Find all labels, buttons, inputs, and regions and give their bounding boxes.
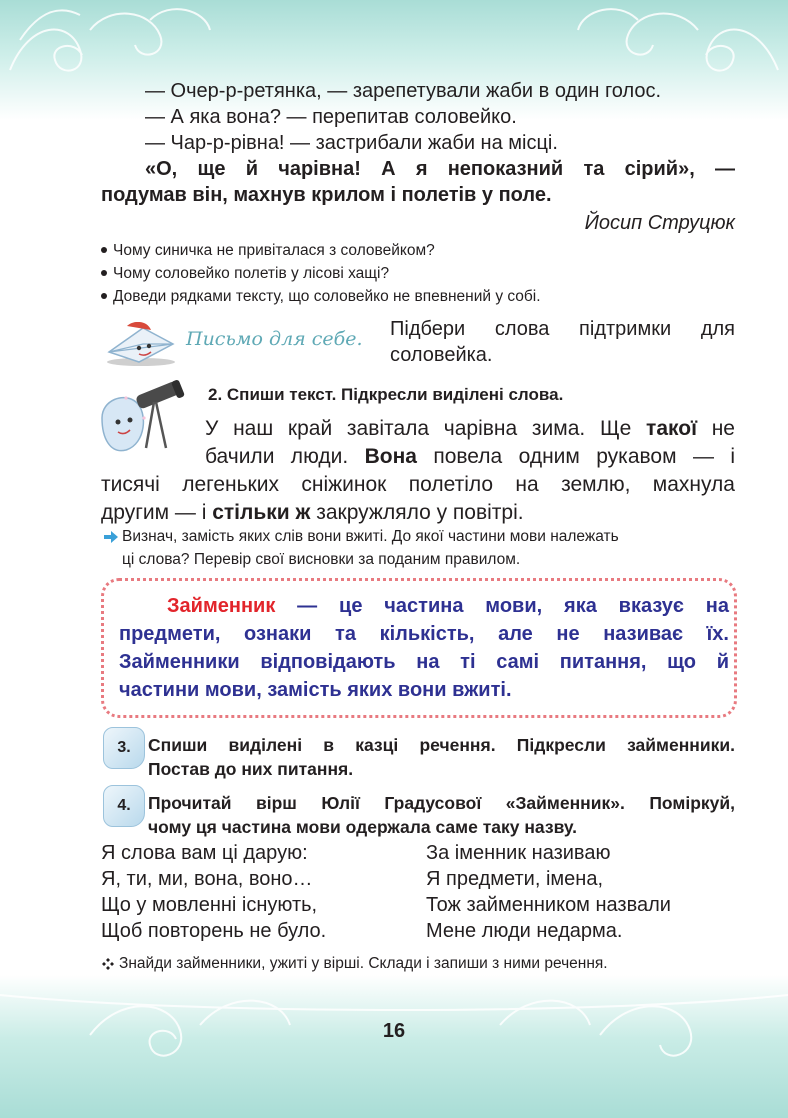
arrow-icon	[104, 531, 118, 543]
poem-right-line-1: За іменник називаю	[426, 842, 611, 864]
poem-left-line-4: Щоб повторень не було.	[101, 920, 327, 942]
top-right-ornament	[568, 0, 788, 90]
poem-left-line-2: Я, ти, ми, вона, воно…	[101, 868, 313, 890]
task-2-paragraph-line-4: другим — і стільки ж закружляло у повітрі.	[101, 501, 524, 524]
letter-text-line-1: Підбери слова підтримки для	[390, 318, 735, 340]
telescope-character-icon	[96, 378, 188, 460]
top-left-ornament	[0, 0, 220, 90]
task-3-line-2: Постав до них питання.	[148, 759, 354, 779]
story-line-4: «О, ще й чарівна! А я непоказний та сірий», —	[145, 158, 735, 180]
story-line-3: — Чар-р-рівна! — застрибали жаби на місці.	[145, 132, 558, 154]
story-line-2: — А яка вона? — перепитав соловейко.	[145, 106, 517, 128]
poem-right-line-4: Мене люди недарма.	[426, 920, 623, 942]
task-2-heading: 2. Спиши текст. Підкресли виділені слова.	[208, 385, 564, 404]
question-3: Доведи рядками тексту, що соловейко не впевнений у собі.	[101, 287, 541, 307]
task-4-line-2: чому ця частина мови одержала саме таку назву.	[148, 817, 577, 837]
question-2: Чому соловейко полетів у лісові хащі?	[101, 264, 389, 284]
bullet-icon	[101, 293, 107, 299]
poem-left-line-1: Я слова вам ці дарую:	[101, 842, 308, 864]
task-2-note-line-2: ці слова? Перевір свої висновки за поданим правилом.	[122, 551, 521, 568]
rule-line-2: предмети, ознаки та кількість, але не називає їх.	[119, 623, 729, 645]
envelope-character-icon	[103, 322, 179, 368]
letter-script-label: Письмо для себе.	[186, 328, 363, 350]
task-2-paragraph-line-1: У наш край завітала чарівна зима. Ще такої не	[205, 417, 735, 440]
final-task: Знайди займенники, ужиті у вірші. Склади і запиши з ними речення.	[119, 955, 608, 972]
poem-right-line-2: Я предмети, імена,	[426, 868, 604, 890]
rule-line-1: Займенник — це частина мови, яка вказує на	[167, 595, 729, 617]
diamond-bullet-icon	[102, 958, 114, 970]
page-number: 16	[382, 1020, 406, 1042]
task-3-line-1: Спиши виділені в казці речення. Підкресли займенники.	[148, 735, 735, 755]
poem-left-line-3: Що у мовленні існують,	[101, 894, 318, 916]
bottom-ornament	[0, 975, 788, 1118]
story-author: Йосип Струцюк	[584, 212, 735, 234]
question-1: Чому синичка не привіталася з соловейком?	[101, 241, 435, 261]
task-4-number-badge: 4.	[103, 785, 145, 827]
task-2-paragraph-line-3: тисячі легеньких сніжинок полетіло на землю, махнула	[101, 473, 735, 496]
rule-line-4: частини мови, замість яких вони вжиті.	[119, 679, 512, 701]
bullet-icon	[101, 270, 107, 276]
task-2-paragraph-line-2: бачили люди. Вона повела одним рукавом — і	[205, 445, 735, 468]
poem-right-line-3: Тож займенником назвали	[426, 894, 671, 916]
story-line-1: — Очер-р-ретянка, — зарепетували жаби в один голос.	[145, 80, 662, 102]
bullet-icon	[101, 247, 107, 253]
task-4-line-1: Прочитай вірш Юлії Градусової «Займенник». Поміркуй,	[148, 793, 735, 813]
rule-line-3: Займенники відповідають на ті самі питання, що й	[119, 651, 729, 673]
letter-text-line-2: соловейка.	[390, 344, 493, 366]
story-line-5: подумав він, махнув крилом і полетів у поле.	[101, 184, 552, 206]
task-3-number-badge: 3.	[103, 727, 145, 769]
rule-term: Займенник	[167, 595, 276, 617]
task-2-note-line-1: Визнач, замість яких слів вони вжиті. До якої частини мови належать	[122, 528, 619, 545]
